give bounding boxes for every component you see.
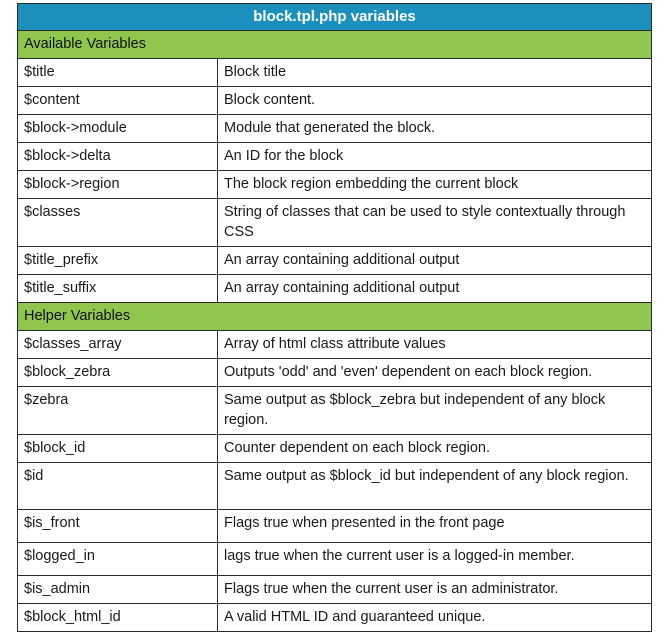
table-row (18, 247, 652, 275)
variable-description: lags true when the current user is a logged-in member. (218, 543, 652, 576)
section-header-available (18, 31, 652, 59)
section-heading: Helper Variables (18, 303, 652, 331)
variable-name: $id (18, 463, 218, 510)
variable-name: $classes (18, 199, 218, 247)
table-row (18, 275, 652, 303)
variable-name: $title_suffix (18, 275, 218, 303)
table-row (18, 510, 652, 543)
variable-description: Block content. (218, 87, 652, 115)
table-row (18, 87, 652, 115)
table-row (18, 199, 652, 247)
variables-table (17, 3, 652, 632)
variable-description: Module that generated the block. (218, 115, 652, 143)
table-row (18, 576, 652, 604)
table-row (18, 331, 652, 359)
variable-description: A valid HTML ID and guaranteed unique. (218, 604, 652, 632)
variable-name: $zebra (18, 387, 218, 435)
variable-description: Flags true when presented in the front page (218, 510, 652, 543)
variable-name: $block->delta (18, 143, 218, 171)
table-row (18, 143, 652, 171)
variable-description: Outputs 'odd' and 'even' dependent on each block region. (218, 359, 652, 387)
variable-name: $is_admin (18, 576, 218, 604)
table-row (18, 387, 652, 435)
variable-name: $block_html_id (18, 604, 218, 632)
table-row (18, 543, 652, 576)
table-row (18, 604, 652, 632)
table-row (18, 463, 652, 510)
variable-name: $is_front (18, 510, 218, 543)
variable-name: $title_prefix (18, 247, 218, 275)
variable-description: Counter dependent on each block region. (218, 435, 652, 463)
variable-description: Same output as $block_zebra but independent of any block region. (218, 387, 652, 435)
variables-table-container (17, 3, 651, 632)
variable-name: $title (18, 59, 218, 87)
variable-description: String of classes that can be used to style contextually through CSS (218, 199, 652, 247)
section-heading: Available Variables (18, 31, 652, 59)
table-row (18, 115, 652, 143)
table-row (18, 59, 652, 87)
table-row (18, 171, 652, 199)
variable-name: $content (18, 87, 218, 115)
table-title: block.tpl.php variables (18, 4, 652, 31)
variable-description: An ID for the block (218, 143, 652, 171)
variable-name: $classes_array (18, 331, 218, 359)
variable-description: Same output as $block_id but independent of any block region. (218, 463, 652, 510)
variable-description: An array containing additional output (218, 247, 652, 275)
table-row (18, 435, 652, 463)
variable-description: Block title (218, 59, 652, 87)
variable-name: $logged_in (18, 543, 218, 576)
variable-name: $block_id (18, 435, 218, 463)
section-header-helper (18, 303, 652, 331)
variable-description: Array of html class attribute values (218, 331, 652, 359)
variable-name: $block->module (18, 115, 218, 143)
variable-name: $block->region (18, 171, 218, 199)
variable-description: An array containing additional output (218, 275, 652, 303)
variable-description: Flags true when the current user is an administrator. (218, 576, 652, 604)
variable-name: $block_zebra (18, 359, 218, 387)
table-title-row (18, 4, 652, 31)
variable-description: The block region embedding the current block (218, 171, 652, 199)
table-row (18, 359, 652, 387)
